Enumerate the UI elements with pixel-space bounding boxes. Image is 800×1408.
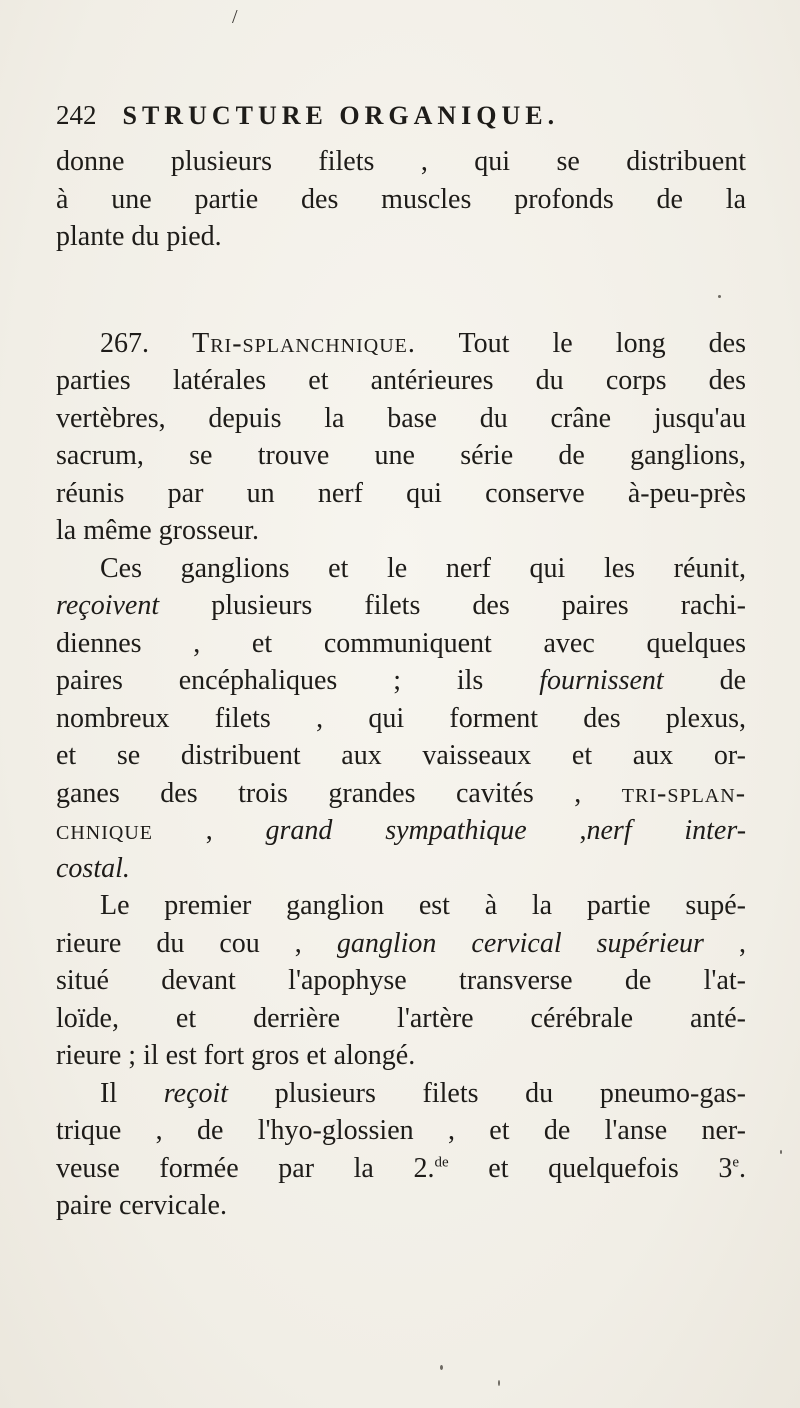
- text-line: [56, 812, 746, 850]
- text-fragment: Tout le long des: [458, 327, 746, 359]
- text-fragment: veuse formée par la 2.: [56, 1152, 435, 1184]
- text-line: [56, 587, 746, 625]
- text-line: la même grosseur.: [56, 515, 259, 546]
- text-line: rieure ; il est fort gros et alongé.: [56, 1040, 416, 1071]
- text-fragment: ,: [205, 815, 213, 846]
- text-line: Ces ganglions et le nerf qui les réunit,: [100, 552, 746, 584]
- paper-speck: [718, 295, 721, 298]
- italic-term: nerf inter-: [586, 815, 747, 846]
- running-head-title: STRUCTURE ORGANIQUE.: [122, 101, 560, 130]
- paragraph-gap: [56, 256, 746, 325]
- italic-term: ganglion cervical supérieur: [336, 927, 704, 959]
- text-line: parties latérales et antérieures du corps des: [56, 365, 746, 396]
- paper-speck: [440, 1365, 443, 1370]
- text-fragment: de: [719, 665, 747, 696]
- text-fragment: Il: [100, 1077, 118, 1109]
- text-fragment: plusieurs filets des paires rachi-: [211, 590, 746, 621]
- text-line: loïde, et derrière l'artère cérébrale anté-: [56, 1002, 746, 1034]
- running-head: [56, 100, 559, 131]
- text-fragment: rieure du cou ,: [56, 927, 302, 959]
- section-heading-line: [56, 325, 746, 363]
- text-line: diennes , et communiquent avec quelques: [56, 627, 746, 659]
- text-line: situé devant l'apophyse transverse de l'at-: [56, 965, 746, 996]
- text-line: plante du pied.: [56, 221, 222, 252]
- text-fragment: ganes des trois grandes cavités ,: [56, 777, 582, 809]
- text-fragment: paires encéphaliques ; ils: [56, 665, 484, 696]
- body-text: [56, 143, 746, 1225]
- text-line: réunis par un nerf qui conserve à-peu-près: [56, 477, 746, 509]
- italic-term: fournissent: [539, 665, 664, 696]
- text-line: paire cervicale.: [56, 1190, 227, 1221]
- text-line: sacrum, se trouve une série de ganglions,: [56, 440, 746, 471]
- text-fragment: ,: [739, 927, 746, 959]
- text-line: [56, 850, 746, 888]
- text-fragment: et quelquefois 3: [488, 1152, 733, 1184]
- paper-speck: [498, 1380, 500, 1386]
- text-line: et se distribuent aux vaisseaux et aux or-: [56, 740, 746, 771]
- italic-term: reçoivent: [56, 590, 160, 621]
- page-number: 242: [56, 100, 97, 130]
- small-caps-term: chnique: [56, 815, 153, 846]
- italic-term: costal.: [56, 852, 130, 884]
- superscript: de: [434, 1154, 449, 1171]
- text-line: [56, 1150, 746, 1188]
- text-fragment: .: [739, 1152, 747, 1184]
- text-line: [56, 1075, 746, 1113]
- paper-speck: [780, 1150, 782, 1154]
- text-line: à une partie des muscles profonds de la: [56, 183, 746, 215]
- text-line: donne plusieurs filets , qui se distribuent: [56, 146, 746, 177]
- text-line: nombreux filets , qui forment des plexus,: [56, 702, 746, 734]
- superscript: e: [732, 1154, 740, 1171]
- italic-term: reçoit: [163, 1077, 229, 1109]
- text-line: Le premier ganglion est à la partie supé-: [100, 890, 746, 921]
- italic-term: grand sympathique: [265, 815, 527, 846]
- section-heading: Tri-splanchnique.: [192, 327, 416, 359]
- text-line: vertèbres, depuis la base du crâne jusqu'au: [56, 402, 746, 434]
- text-fragment: plusieurs filets du pneumo-gas-: [274, 1077, 747, 1109]
- text-line: trique , de l'hyo-glossien , et de l'anse ner-: [56, 1115, 746, 1146]
- text-line: [56, 662, 746, 700]
- section-number: 267.: [100, 327, 149, 359]
- ink-mark: /: [232, 6, 238, 28]
- text-line: [56, 775, 746, 813]
- text-fragment: ,: [579, 815, 587, 846]
- small-caps-term: tri-splan-: [621, 777, 747, 809]
- text-line: [56, 925, 746, 963]
